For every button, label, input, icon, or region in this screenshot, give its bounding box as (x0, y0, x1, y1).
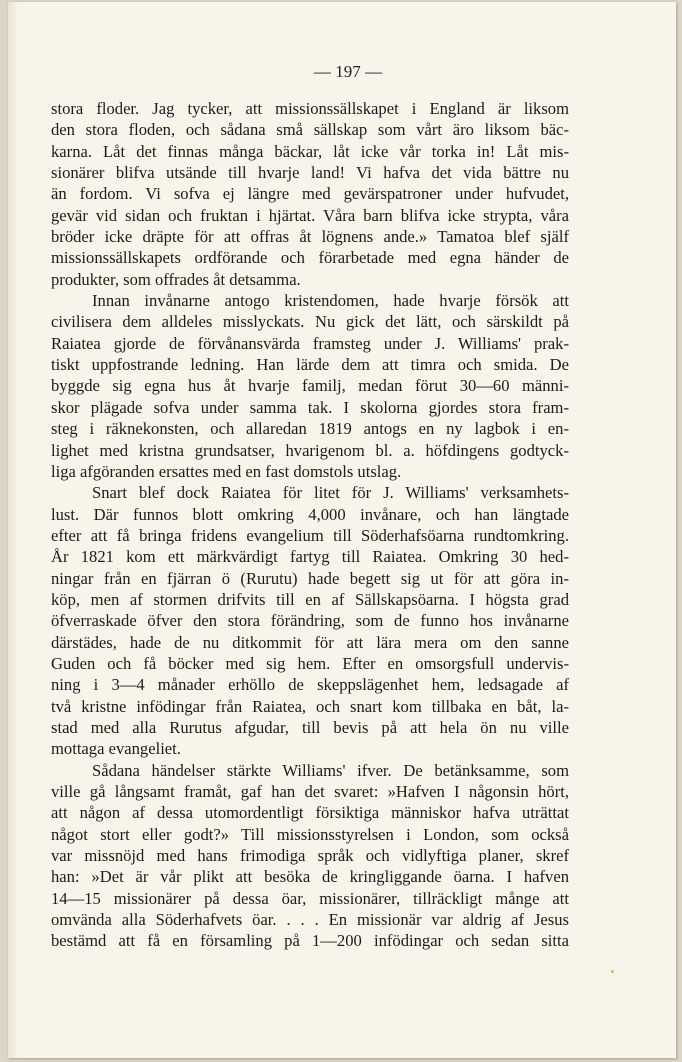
text-line: ningar från en fjärran ö (Rurutu) hade begett sig ut för att göra in- (51, 568, 569, 588)
text-line: köp, men af stormen drifvits till en af Sällskapsöarna. I högsta grad (51, 589, 569, 609)
text-line: byggde sig egna hus åt hvarje familj, medan förut 30—60 männi- (51, 376, 569, 396)
paper-speck (611, 970, 614, 973)
text-line: skor plägade sofva under samma tak. I skolorna gjordes stora fram- (51, 397, 569, 417)
text-line: öfverraskade öfver den stora förändring, som de funno hos invånarne (51, 611, 569, 631)
text-line: stora floder. Jag tycker, att missionssällskapet i England är liksom (51, 99, 569, 118)
text-line: gevär vid sidan och fruktan i hjärtat. Våra barn blifva icke strypta, våra (51, 205, 569, 225)
text-line: omvända alla Söderhafvets öar. . . . En missionär var aldrig af Jesus (51, 910, 569, 930)
text-line: än fordom. Vi sofva ej längre med gevärspatroner under hufvudet, (51, 184, 569, 204)
page-edge-shadow (8, 2, 18, 1058)
text-line: den stora floden, och sådana små sällskap som vårt äro liksom bäc- (51, 120, 569, 140)
text-line: var missnöjd med hans frimodiga språk och vidlyftiga planer, skref (51, 846, 569, 866)
text-line: Snart blef dock Raiatea för litet för J. Williams' verksamhets- (92, 483, 569, 503)
text-line: Guden och få böcker med sig hem. Efter en omsorgsfull undervis- (51, 653, 569, 673)
text-line: lust. Där funnos blott omkring 4,000 invånare, och han längtade (51, 504, 569, 524)
text-line: ville gå långsamt framåt, gaf han det svaret: »Hafven I någonsin hört, (51, 782, 569, 801)
text-line: mottaga evangeliet. (51, 739, 181, 759)
text-line: något stort eller godt?» Till missionsstyrelsen i London, som också (51, 824, 569, 844)
body-text (51, 98, 569, 952)
text-line: att någon af dessa utomordentligt försiktiga människor hafva uträttat (51, 803, 569, 823)
book-page (8, 2, 676, 1058)
text-line: produkter, som offrades åt detsamma. (51, 269, 301, 289)
text-line: ning i 3—4 månader erhöllo de skeppslägenhet hem, ledsagade af (51, 675, 569, 695)
text-line: därstädes, hade de nu ditkommit för att lära mera om den sanne (51, 632, 569, 652)
text-line: efter att få bringa fridens evangelium till Söderhafsöarna rundtomkring. (51, 525, 569, 545)
text-line: 14—15 missionärer på dessa öar, missionärer, tillräckligt månge att (51, 888, 569, 908)
text-line: stad med alla Rurutus afgudar, till bevis på att hela ön nu ville (51, 717, 569, 737)
text-line: steg i räknekonsten, och allaredan 1819 antogs en ny lagbok i en- (51, 419, 569, 439)
text-line: missionssällskapets ordförande och förarbetade med egna händer de (51, 248, 569, 268)
text-line: civilisera dem alldeles misslyckats. Nu gick det lätt, och särskildt på (51, 312, 569, 332)
text-line: Innan invånarne antogo kristendomen, hade hvarje försök att (92, 291, 569, 311)
text-line: tiskt uppfostrande ledning. Han lärde dem att timra och smida. De (51, 355, 569, 375)
text-line: sionärer blifva utsände till hvarje land! Vi hafva det vida bättre nu (51, 163, 569, 183)
text-line: han: »Det är vår plikt att besöka de kringliggande öarna. I hafven (51, 867, 569, 887)
text-line: År 1821 kom ett märkvärdigt fartyg till Raiatea. Omkring 30 hed- (51, 547, 569, 567)
text-line: lighet med kristna grundsatser, hvarigenom bl. a. höfdingens godtyck- (51, 440, 569, 460)
text-line: två kristne infödingar från Raiatea, och snart kom tillbaka en båt, la- (51, 696, 569, 716)
text-line: bestämd att få en församling på 1—200 infödingar och sedan sitta (51, 931, 569, 951)
text-line: liga afgöranden ersattes med en fast domstols utslag. (51, 461, 402, 481)
text-line: bröder icke dräpte för att offras åt lögnens ande.» Tamatoa blef själf (51, 227, 569, 247)
page-number: — 197 — (314, 62, 382, 81)
text-line: Raiatea gjorde de förvånansvärda framsteg under J. Williams' prak- (51, 333, 569, 353)
text-line: karna. Låt det finnas många bäckar, låt icke vår torka in! Låt mis- (51, 141, 569, 161)
text-line: Sådana händelser stärkte Williams' ifver. De betänksamme, som (92, 760, 569, 780)
